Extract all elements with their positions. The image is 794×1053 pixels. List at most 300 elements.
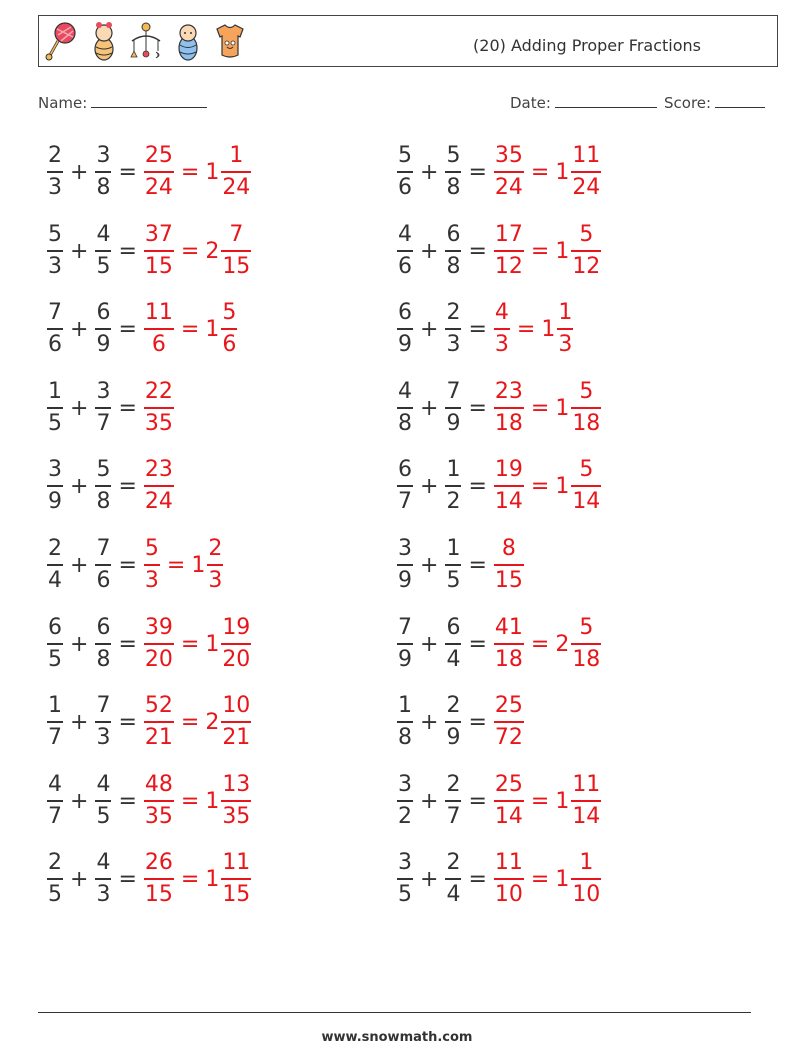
- date-label: Date:: [510, 94, 551, 112]
- fraction: [221, 849, 251, 909]
- denominator: 18: [494, 411, 523, 436]
- fraction-bar: [221, 643, 251, 645]
- fraction: [397, 299, 413, 359]
- problem-9: [46, 771, 252, 831]
- denominator: 2: [398, 804, 412, 829]
- denominator: 18: [572, 411, 601, 436]
- numerator: 6: [446, 615, 461, 640]
- fraction: [144, 771, 174, 831]
- numerator: 5: [144, 536, 159, 561]
- numerator: 7: [48, 300, 62, 325]
- denominator: 3: [96, 882, 111, 907]
- numerator: 4: [48, 772, 62, 797]
- numerator: 1: [579, 850, 594, 875]
- numerator: 7: [229, 222, 244, 247]
- fraction-bar: [95, 485, 111, 487]
- fraction: [494, 614, 524, 674]
- fraction-bar: [221, 328, 237, 330]
- whole-number: 1: [555, 238, 570, 264]
- numerator: 10: [222, 693, 251, 718]
- fraction: [494, 142, 524, 202]
- numerator: 22: [144, 379, 173, 404]
- baby-onesie-icon: [213, 21, 247, 61]
- problem-4: [46, 378, 175, 438]
- denominator: 14: [494, 804, 523, 829]
- fraction-bar: [445, 328, 461, 330]
- equals-sign: =: [180, 238, 200, 264]
- equals-sign: =: [166, 552, 186, 578]
- fraction: [571, 614, 601, 674]
- fraction-bar: [144, 800, 174, 802]
- name-field[interactable]: [38, 93, 207, 112]
- equals-sign: =: [180, 159, 200, 185]
- numerator: 26: [144, 850, 173, 875]
- denominator: 24: [144, 175, 173, 200]
- problem-17: [396, 614, 602, 674]
- whole-number: 2: [205, 709, 220, 735]
- plus-sign: +: [420, 631, 439, 657]
- numerator: 11: [144, 300, 173, 325]
- numerator: 37: [144, 222, 173, 247]
- numerator: 7: [398, 615, 412, 640]
- fraction: [571, 378, 601, 438]
- fraction: [397, 692, 413, 752]
- fraction-bar: [95, 800, 111, 802]
- fraction: [95, 614, 111, 674]
- fraction: [144, 378, 174, 438]
- problem-2: [46, 221, 252, 281]
- date-blank[interactable]: [555, 93, 657, 108]
- denominator: 3: [494, 332, 509, 357]
- denominator: 5: [48, 411, 62, 436]
- denominator: 7: [96, 411, 111, 436]
- fraction-bar: [494, 171, 524, 173]
- plus-sign: +: [420, 552, 439, 578]
- numerator: 4: [96, 222, 111, 247]
- fraction: [95, 771, 111, 831]
- denominator: 14: [494, 489, 523, 514]
- numerator: 6: [398, 300, 412, 325]
- denominator: 3: [446, 332, 461, 357]
- fraction-bar: [221, 878, 251, 880]
- denominator: 8: [398, 725, 412, 750]
- fraction: [494, 299, 510, 359]
- fraction-bar: [445, 171, 461, 173]
- fraction-bar: [571, 250, 601, 252]
- denominator: 4: [446, 647, 461, 672]
- fraction-bar: [144, 643, 174, 645]
- problem-15: [396, 456, 602, 516]
- numerator: 5: [96, 457, 111, 482]
- baby-girl-icon: [87, 21, 121, 61]
- denominator: 5: [446, 568, 461, 593]
- fraction: [445, 456, 461, 516]
- denominator: 6: [96, 568, 111, 593]
- fraction: [95, 142, 111, 202]
- fraction-bar: [47, 800, 63, 802]
- numerator: 25: [494, 772, 523, 797]
- denominator: 8: [96, 175, 111, 200]
- fraction: [95, 221, 111, 281]
- denominator: 10: [572, 882, 601, 907]
- numerator: 2: [446, 772, 461, 797]
- numerator: 1: [446, 536, 461, 561]
- fraction: [95, 299, 111, 359]
- numerator: 11: [572, 772, 601, 797]
- plus-sign: +: [420, 709, 439, 735]
- denominator: 12: [572, 254, 601, 279]
- fraction-bar: [47, 328, 63, 330]
- whole-number: 1: [205, 788, 220, 814]
- fraction: [221, 221, 251, 281]
- fraction-bar: [144, 328, 174, 330]
- numerator: 35: [494, 143, 523, 168]
- numerator: 2: [446, 300, 461, 325]
- problem-20: [396, 849, 602, 909]
- numerator: 1: [48, 379, 62, 404]
- denominator: 18: [494, 647, 523, 672]
- problem-8: [46, 692, 252, 752]
- problem-13: [396, 299, 574, 359]
- fraction-bar: [221, 800, 251, 802]
- denominator: 2: [446, 489, 461, 514]
- equals-sign: =: [118, 238, 137, 264]
- fraction-bar: [571, 878, 601, 880]
- fraction: [47, 456, 63, 516]
- numerator: 3: [398, 536, 412, 561]
- score-blank[interactable]: [715, 93, 765, 108]
- denominator: 9: [48, 489, 62, 514]
- equals-sign: =: [468, 709, 487, 735]
- header-icons: [45, 21, 247, 61]
- fraction-bar: [494, 485, 524, 487]
- numerator: 48: [144, 772, 173, 797]
- problem-18: [396, 692, 525, 752]
- fraction: [445, 771, 461, 831]
- fraction: [494, 849, 524, 909]
- denominator: 7: [446, 804, 461, 829]
- numerator: 5: [398, 143, 412, 168]
- fraction: [397, 771, 413, 831]
- fraction-bar: [571, 800, 601, 802]
- fraction: [494, 378, 524, 438]
- fraction-bar: [47, 643, 63, 645]
- denominator: 6: [48, 332, 62, 357]
- plus-sign: +: [420, 788, 439, 814]
- plus-sign: +: [420, 473, 439, 499]
- denominator: 5: [96, 254, 111, 279]
- fraction-bar: [397, 721, 413, 723]
- worksheet-title: (20) Adding Proper Fractions: [473, 36, 701, 55]
- name-blank[interactable]: [91, 93, 207, 108]
- problem-7: [46, 614, 252, 674]
- plus-sign: +: [70, 552, 89, 578]
- denominator: 4: [48, 568, 62, 593]
- fraction-bar: [47, 407, 63, 409]
- fraction-bar: [397, 407, 413, 409]
- denominator: 15: [222, 882, 251, 907]
- numerator: 4: [96, 772, 111, 797]
- numerator: 6: [446, 222, 461, 247]
- equals-sign: =: [468, 788, 487, 814]
- fraction: [397, 849, 413, 909]
- plus-sign: +: [420, 238, 439, 264]
- numerator: 5: [48, 222, 62, 247]
- denominator: 3: [48, 254, 62, 279]
- fraction: [397, 142, 413, 202]
- numerator: 11: [572, 143, 601, 168]
- whole-number: 1: [205, 316, 220, 342]
- fraction-bar: [95, 878, 111, 880]
- numerator: 1: [446, 457, 461, 482]
- equals-sign: =: [468, 866, 487, 892]
- denominator: 15: [222, 254, 251, 279]
- numerator: 11: [494, 850, 523, 875]
- fraction-bar: [144, 407, 174, 409]
- swaddled-baby-icon: [171, 21, 205, 61]
- numerator: 19: [222, 615, 251, 640]
- fraction-bar: [47, 250, 63, 252]
- denominator: 5: [48, 647, 62, 672]
- fraction-bar: [207, 564, 223, 566]
- denominator: 24: [144, 489, 173, 514]
- whole-number: 2: [555, 631, 570, 657]
- fraction-bar: [445, 250, 461, 252]
- fraction: [445, 299, 461, 359]
- fraction: [445, 378, 461, 438]
- fraction: [47, 535, 63, 595]
- equals-sign: =: [180, 631, 200, 657]
- problem-6: [46, 535, 224, 595]
- fraction-bar: [397, 250, 413, 252]
- numerator: 3: [96, 379, 111, 404]
- equals-sign: =: [118, 159, 137, 185]
- fraction: [47, 771, 63, 831]
- denominator: 35: [144, 411, 173, 436]
- whole-number: 1: [555, 473, 570, 499]
- equals-sign: =: [530, 788, 550, 814]
- numerator: 1: [229, 143, 244, 168]
- fraction-bar: [47, 171, 63, 173]
- fraction: [95, 378, 111, 438]
- fraction: [571, 142, 601, 202]
- fraction-bar: [494, 800, 524, 802]
- denominator: 10: [494, 882, 523, 907]
- fraction-bar: [144, 171, 174, 173]
- fraction-bar: [571, 643, 601, 645]
- fraction-bar: [144, 721, 174, 723]
- problem-11: [396, 142, 602, 202]
- denominator: 9: [96, 332, 111, 357]
- denominator: 3: [48, 175, 62, 200]
- numerator: 3: [96, 143, 111, 168]
- numerator: 17: [494, 222, 523, 247]
- fraction-bar: [494, 643, 524, 645]
- fraction-bar: [445, 721, 461, 723]
- fraction: [47, 378, 63, 438]
- numerator: 5: [579, 615, 594, 640]
- plus-sign: +: [70, 238, 89, 264]
- numerator: 4: [96, 850, 111, 875]
- fraction-bar: [221, 721, 251, 723]
- fraction-bar: [95, 721, 111, 723]
- denominator: 8: [446, 175, 461, 200]
- numerator: 3: [398, 850, 412, 875]
- denominator: 24: [494, 175, 523, 200]
- denominator: 9: [398, 332, 412, 357]
- fraction: [95, 849, 111, 909]
- fraction-bar: [221, 171, 251, 173]
- numerator: 2: [446, 850, 461, 875]
- fraction: [47, 299, 63, 359]
- whole-number: 1: [555, 395, 570, 421]
- denominator: 18: [572, 647, 601, 672]
- denominator: 21: [222, 725, 251, 750]
- fraction-bar: [47, 564, 63, 566]
- plus-sign: +: [70, 866, 89, 892]
- footer-website: www.snowmath.com: [321, 1030, 473, 1045]
- equals-sign: =: [530, 238, 550, 264]
- numerator: 2: [446, 693, 461, 718]
- denominator: 24: [572, 175, 601, 200]
- equals-sign: =: [468, 631, 487, 657]
- plus-sign: +: [420, 866, 439, 892]
- denominator: 24: [222, 175, 251, 200]
- denominator: 8: [398, 411, 412, 436]
- fraction: [494, 692, 524, 752]
- numerator: 7: [96, 536, 111, 561]
- equals-sign: =: [118, 552, 137, 578]
- numerator: 5: [579, 379, 594, 404]
- fraction-bar: [445, 407, 461, 409]
- plus-sign: +: [70, 159, 89, 185]
- problem-10: [46, 849, 252, 909]
- plus-sign: +: [420, 316, 439, 342]
- fraction: [494, 535, 524, 595]
- fraction-bar: [494, 721, 524, 723]
- crib-mobile-icon: [129, 21, 163, 61]
- numerator: 5: [446, 143, 461, 168]
- fraction: [144, 221, 174, 281]
- equals-sign: =: [118, 631, 137, 657]
- equals-sign: =: [180, 866, 200, 892]
- fraction-bar: [95, 328, 111, 330]
- denominator: 6: [398, 175, 412, 200]
- fraction-bar: [397, 328, 413, 330]
- fraction: [95, 456, 111, 516]
- equals-sign: =: [180, 788, 200, 814]
- numerator: 5: [222, 300, 237, 325]
- fraction: [47, 692, 63, 752]
- fraction: [221, 142, 251, 202]
- denominator: 21: [144, 725, 173, 750]
- fraction: [397, 378, 413, 438]
- fraction-bar: [47, 878, 63, 880]
- numerator: 25: [494, 693, 523, 718]
- denominator: 72: [494, 725, 523, 750]
- equals-sign: =: [468, 552, 487, 578]
- fraction-bar: [144, 250, 174, 252]
- denominator: 3: [558, 332, 573, 357]
- fraction-bar: [445, 800, 461, 802]
- denominator: 4: [446, 882, 461, 907]
- denominator: 9: [446, 411, 461, 436]
- fraction: [494, 771, 524, 831]
- problem-5: [46, 456, 175, 516]
- numerator: 7: [96, 693, 111, 718]
- numerator: 1: [48, 693, 62, 718]
- equals-sign: =: [118, 709, 137, 735]
- denominator: 15: [494, 568, 523, 593]
- plus-sign: +: [70, 631, 89, 657]
- denominator: 3: [96, 725, 111, 750]
- fraction-bar: [221, 250, 251, 252]
- plus-sign: +: [70, 788, 89, 814]
- fraction: [397, 221, 413, 281]
- fraction: [397, 614, 413, 674]
- equals-sign: =: [118, 788, 137, 814]
- numerator: 2: [48, 850, 62, 875]
- equals-sign: =: [180, 709, 200, 735]
- fraction: [571, 221, 601, 281]
- fraction-bar: [397, 171, 413, 173]
- numerator: 39: [144, 615, 173, 640]
- denominator: 7: [398, 489, 412, 514]
- numerator: 8: [501, 536, 516, 561]
- fraction-bar: [494, 564, 524, 566]
- rattle-icon: [45, 21, 79, 61]
- equals-sign: =: [180, 316, 200, 342]
- denominator: 7: [48, 804, 62, 829]
- denominator: 15: [144, 882, 173, 907]
- fraction: [47, 849, 63, 909]
- equals-sign: =: [530, 159, 550, 185]
- fraction: [571, 456, 601, 516]
- date-field[interactable]: [510, 93, 657, 112]
- fraction-bar: [144, 485, 174, 487]
- plus-sign: +: [420, 159, 439, 185]
- fraction-bar: [494, 328, 510, 330]
- plus-sign: +: [70, 395, 89, 421]
- equals-sign: =: [530, 473, 550, 499]
- fraction-bar: [494, 250, 524, 252]
- numerator: 5: [579, 457, 594, 482]
- fraction-bar: [397, 800, 413, 802]
- fraction: [144, 142, 174, 202]
- denominator: 12: [494, 254, 523, 279]
- whole-number: 1: [205, 159, 220, 185]
- fraction: [207, 535, 223, 595]
- fraction: [221, 771, 251, 831]
- numerator: 13: [222, 772, 251, 797]
- numerator: 4: [398, 379, 412, 404]
- fraction-bar: [571, 407, 601, 409]
- numerator: 1: [398, 693, 412, 718]
- fraction-bar: [95, 564, 111, 566]
- fraction: [571, 849, 601, 909]
- numerator: 5: [579, 222, 594, 247]
- fraction: [95, 692, 111, 752]
- equals-sign: =: [118, 395, 137, 421]
- numerator: 6: [96, 300, 111, 325]
- denominator: 8: [446, 254, 461, 279]
- score-field[interactable]: [664, 93, 765, 112]
- fraction-bar: [144, 564, 160, 566]
- fraction: [95, 535, 111, 595]
- fraction: [144, 535, 160, 595]
- numerator: 2: [48, 143, 62, 168]
- whole-number: 1: [191, 552, 206, 578]
